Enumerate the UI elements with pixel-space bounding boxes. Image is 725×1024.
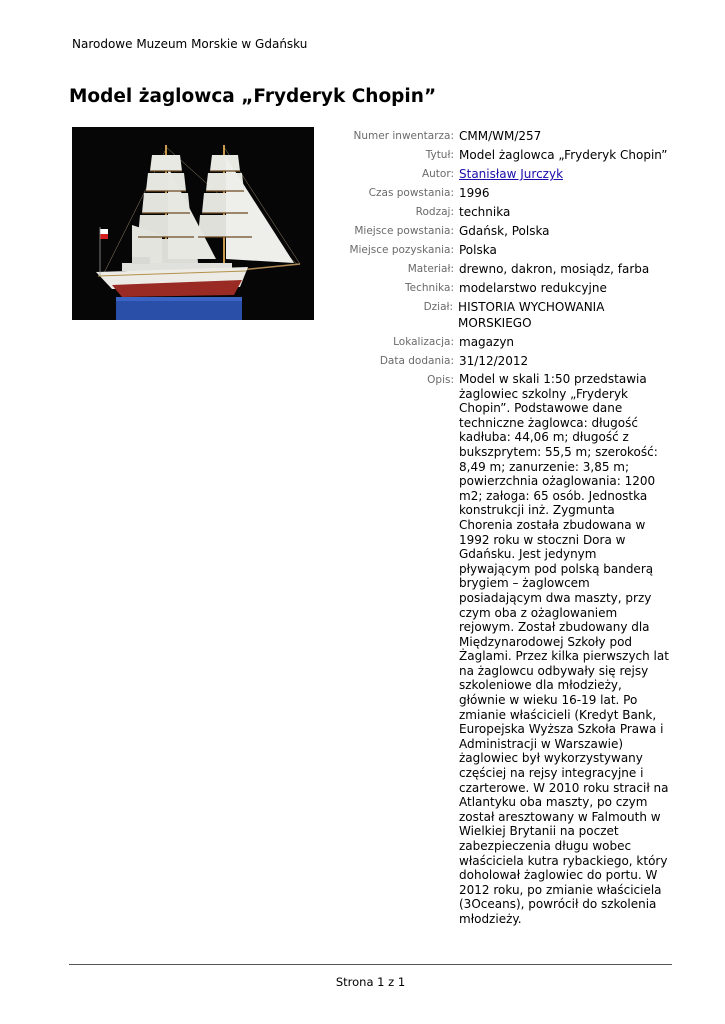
field-row-place-of-creation <box>330 223 680 239</box>
field-row-place-of-acquisition <box>330 242 680 258</box>
field-row-creation-date <box>330 185 680 201</box>
field-label: Tytuł: <box>425 149 454 161</box>
field-label: Numer inwentarza: <box>353 130 454 142</box>
field-label: Technika: <box>405 282 454 294</box>
field-row-title <box>330 147 680 163</box>
field-value: Gdańsk, Polska <box>459 224 550 238</box>
field-value: technika <box>459 205 511 219</box>
field-value: 1996 <box>459 186 490 200</box>
field-label: Autor: <box>421 168 454 180</box>
field-row-department <box>330 299 680 331</box>
page-title: Model żaglowca „Fryderyk Chopin” <box>69 86 437 107</box>
field-row-location <box>330 334 680 350</box>
field-row-material <box>330 261 680 277</box>
field-row-date-added <box>330 353 680 369</box>
field-label: Lokalizacja: <box>393 336 454 348</box>
metadata-list <box>330 128 680 930</box>
field-row-technique <box>330 280 680 296</box>
field-label: Data dodania: <box>379 355 454 367</box>
field-row-inventory-number <box>330 128 680 144</box>
field-value: Model żaglowca „Fryderyk Chopin” <box>459 148 668 162</box>
field-label: Rodzaj: <box>415 206 454 218</box>
field-value: 31/12/2012 <box>459 354 529 368</box>
ship-model-photo <box>72 127 314 320</box>
author-link[interactable]: Stanisław Jurczyk <box>459 167 564 181</box>
field-label: Miejsce powstania: <box>354 225 454 237</box>
field-row-description <box>330 372 680 927</box>
page-number: Strona 1 z 1 <box>335 975 406 989</box>
field-label: Miejsce pozyskania: <box>349 244 454 256</box>
field-label: Opis: <box>427 374 454 386</box>
field-value: HISTORIA WYCHOWANIA MORSKIEGO <box>458 300 605 330</box>
field-value: magazyn <box>459 335 515 349</box>
field-row-author <box>330 166 680 182</box>
field-label: Dział: <box>423 301 454 313</box>
field-label: Czas powstania: <box>368 187 454 199</box>
footer-divider <box>69 964 672 965</box>
field-value: CMM/WM/257 <box>459 129 542 143</box>
field-value: Polska <box>459 243 497 257</box>
description-text: Model w skali 1:50 przedstawia żaglowiec szkolny „Fryderyk Chopin”. Podstawowe dane techniczne żaglowca: długość kadłuba: 44,06 m; długość z bukszprytem: 55,5 m; szerokość: 8,49 m; zanurzenie: 3,85 m; powierzchnia ożaglowania: 1200 m2; załoga: 65 osób. Jednostka konstrukcji inż. Zygmunta Chorenia została zbudowana w 1992 roku w stoczni Dora w Gdańsku. Jest jedynym pływającym pod polską banderą brygiem – żaglowcem posiadającym dwa maszty, przy czym oba z ożaglowaniem rejowym. Został zbudowany dla Międzynarodowej Szkoły pod Żaglami. Przez kilka pierwszych lat na żaglowcu odbywały się rejsy szkoleniowe dla młodzieży, głównie w wieku 16-19 lat. Po zmianie właścicieli (Kredyt Bank, Europejska Wyższa Szkoła Prawa i Administracji w Warszawie) żaglowiec był wykorzystywany częściej na rejsy integracyjne i czarterowe. W 2010 roku stracił na Atlantyku oba maszty, po czym został aresztowany w Falmouth w Wielkiej Brytanii na poczet zabezpieczenia długu wobec właściciela kutra rybackiego, który doholował żaglowiec do portu. W 2012 roku, po zmianie właściciela (3Oceans), powrócił do szkolenia młodzieży. <box>459 372 669 926</box>
museum-name: Narodowe Muzeum Morskie w Gdańsku <box>72 37 308 51</box>
field-value: modelarstwo redukcyjne <box>459 281 607 295</box>
field-value: drewno, dakron, mosiądz, farba <box>459 262 650 276</box>
field-row-type <box>330 204 680 220</box>
field-label: Materiał: <box>407 263 454 275</box>
